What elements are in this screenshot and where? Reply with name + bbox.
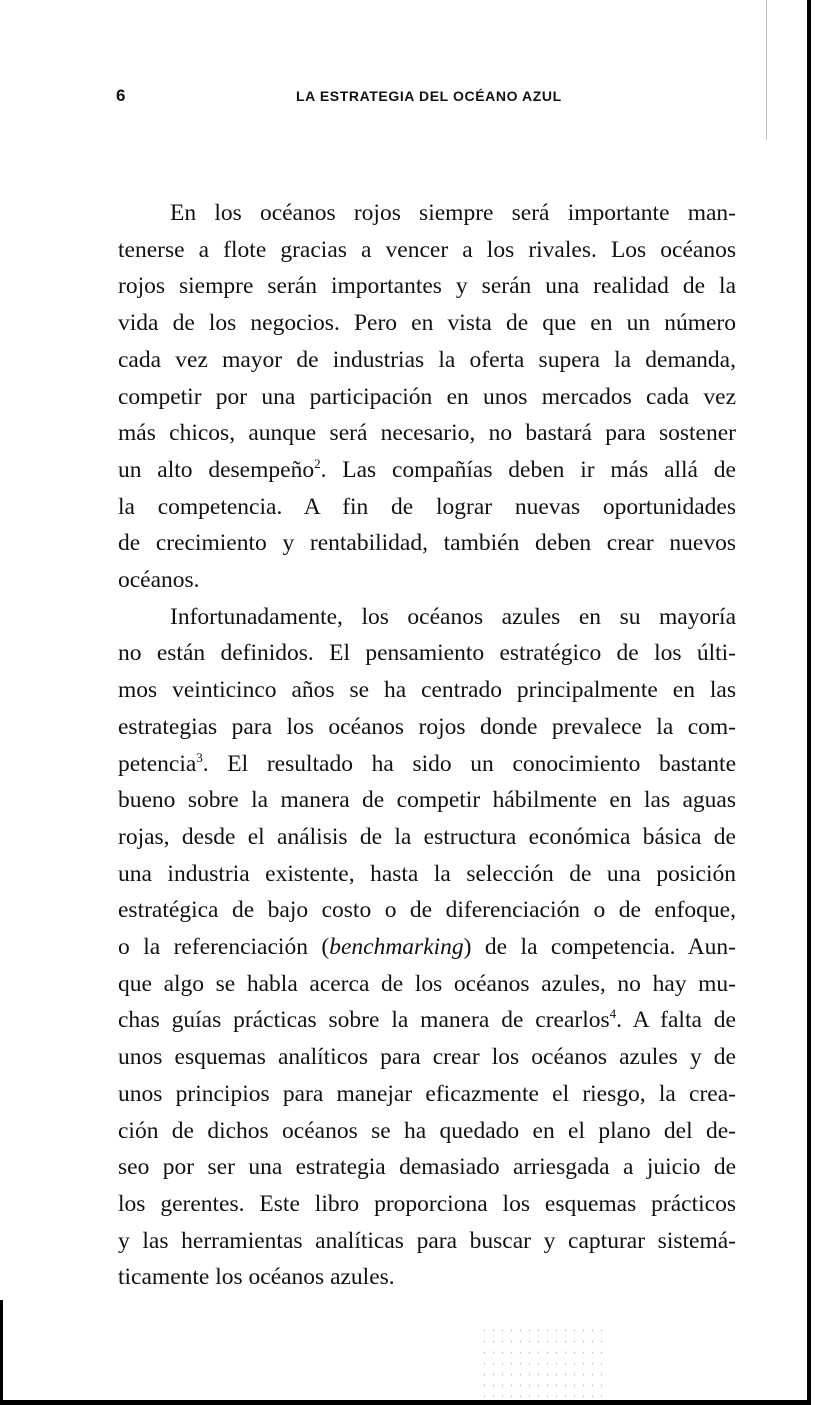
scan-noise [480,1325,610,1400]
paragraph-2 [118,599,736,1296]
text-segment: . El resultado ha sido un conocimiento bastante [202,750,736,777]
text-line: mos veinticinco años se ha centrado principalmente en las [118,677,736,704]
running-header [116,86,736,108]
text-line: estrategias para los océanos rojos donde prevalece la com- [118,713,736,740]
body-text [118,195,736,1296]
scan-artifact-line [766,0,767,140]
page-number: 6 [116,86,127,105]
text-line: tenerse a flote gracias a vencer a los rivales. Los océanos [118,236,736,263]
text-segment: ) de la competencia. Aun- [463,934,736,961]
text-line: rojos siempre serán importantes y serán una realidad de la [118,273,736,300]
text-line [118,1002,736,1039]
text-line: una industria existente, hasta la selección de una posición [118,860,736,887]
text-line: ticamente los océanos azules. [118,1264,395,1291]
text-line: Infortunadamente, los océanos azules en su mayoría [170,603,736,630]
footnote-ref-3[interactable]: 3 [196,749,203,765]
text-line: y las herramientas analíticas para buscar y capturar sistemá- [118,1227,736,1254]
text-line [118,746,736,783]
text-line: ción de dichos océanos se ha quedado en el plano del de- [118,1117,736,1144]
text-line [118,929,736,966]
text-line: los gerentes. Este libro proporciona los esquemas prácticos [118,1190,736,1217]
text-line: más chicos, aunque será necesario, no bastará para sostener [118,420,736,447]
page-right-edge [807,0,811,1405]
text-segment: petencia [118,750,197,777]
footnote-ref-2[interactable]: 2 [314,455,321,471]
text-segment: chas guías prácticas sobre la manera de crearlos [118,1007,610,1034]
text-line: competir por una participación en unos mercados cada vez [118,383,736,410]
text-segment: un alto desempeño [118,456,315,483]
text-line: bueno sobre la manera de competir hábilmente en las aguas [118,787,736,814]
text-line: unos principios para manejar eficazmente el riesgo, la crea- [118,1080,736,1107]
text-line: estratégica de bajo costo o de diferenciación o de enfoque, [118,897,736,924]
text-line: unos esquemas analíticos para crear los océanos azules y de [118,1044,736,1071]
text-segment: . A falta de [616,1007,736,1034]
emphasis-benchmarking: benchmarking [329,934,464,961]
running-title: LA ESTRATEGIA DEL OCÉANO AZUL [296,88,562,104]
text-line: de crecimiento y rentabilidad, también deben crear nuevos [118,530,736,557]
text-segment: o la referenciación ( [118,934,330,961]
text-line: océanos. [118,567,200,594]
paragraph-1 [118,195,736,599]
text-line: vida de los negocios. Pero en vista de que en un número [118,310,736,337]
text-line: rojas, desde el análisis de la estructura económica básica de [118,823,736,850]
text-line [118,452,736,489]
text-line: no están definidos. El pensamiento estratégico de los últi- [118,640,736,667]
footnote-ref-4[interactable]: 4 [609,1006,617,1022]
text-line: que algo se habla acerca de los océanos azules, no hay mu- [118,970,736,997]
text-line: seo por ser una estrategia demasiado arriesgada a juicio de [118,1154,736,1181]
text-line: la competencia. A fin de lograr nuevas oportunidades [118,493,736,520]
text-line: cada vez mayor de industrias la oferta supera la demanda, [118,346,736,373]
text-line: En los océanos rojos siempre será importante man- [170,200,736,226]
page-left-shadow [0,1300,3,1405]
page-bottom-edge [0,1400,811,1405]
text-segment: . Las compañías deben ir más allá de [320,456,736,483]
